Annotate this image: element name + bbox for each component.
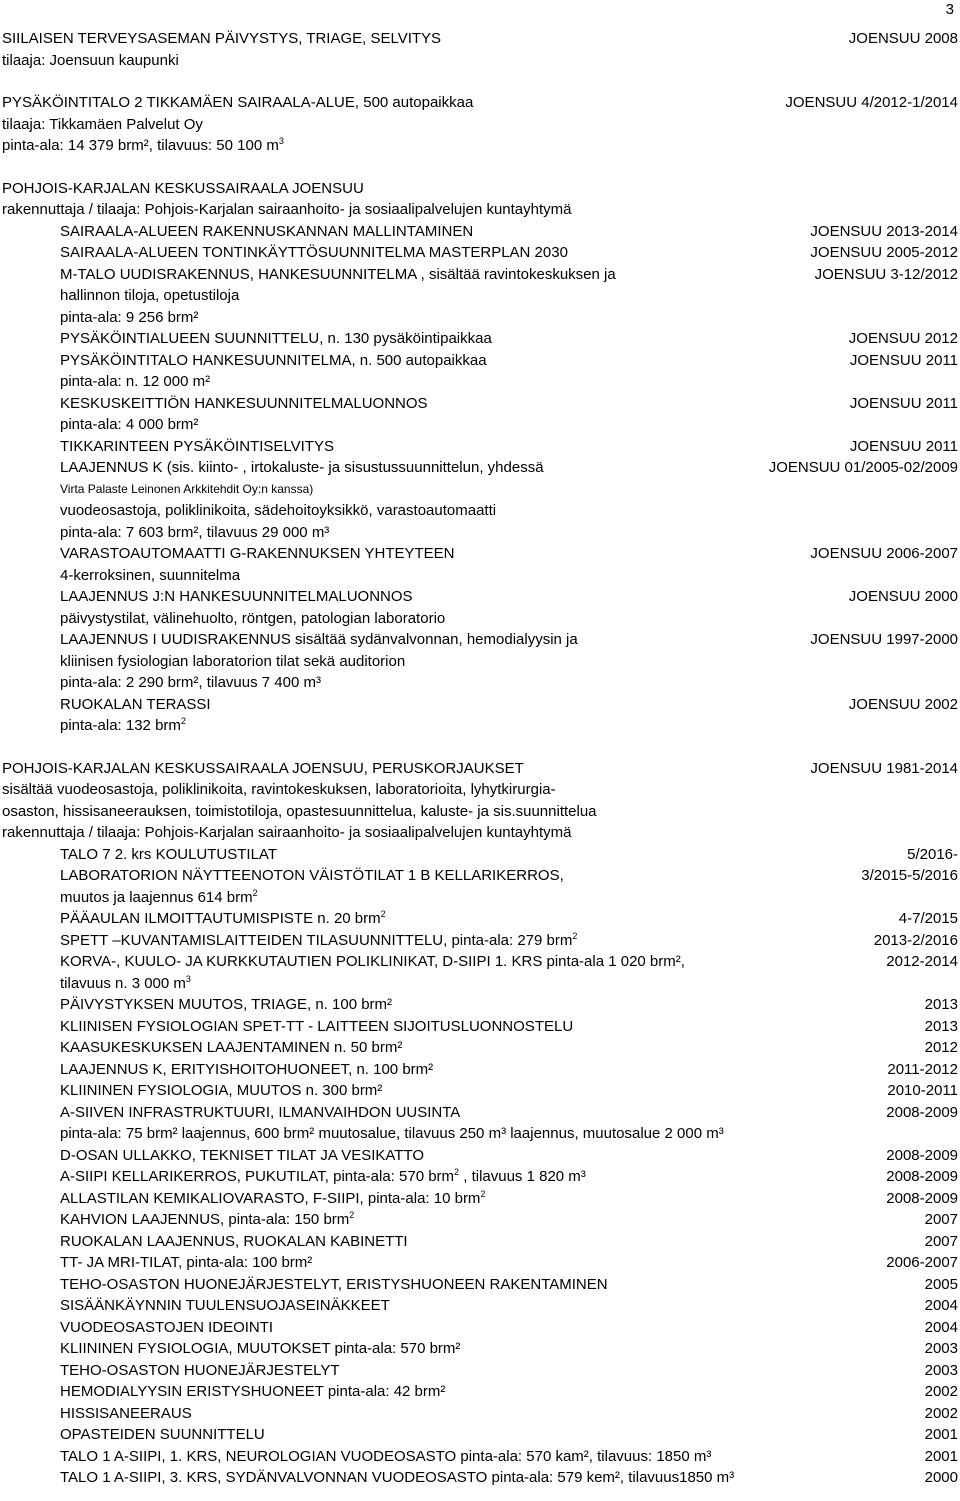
entry-text: KAHVION LAAJENNUS, pinta-ala: 150 brm$^2$ xyxy=(60,1210,355,1228)
entry-text: päivystystilat, välinehuolto, röntgen, patologian laboratorio xyxy=(60,609,446,627)
section-gap xyxy=(2,71,958,92)
entry-location-date: JOENSUU 2011 xyxy=(849,437,958,455)
entry-text: KAASUKESKUKSEN LAAJENTAMINEN n. 50 brm² xyxy=(60,1039,403,1056)
entry-location-date: 2002 xyxy=(924,1383,958,1400)
entry-text: TALO 1 A-SIIPI, 3. KRS, SYDÄNVALVONNAN VUODEOSASTO pinta-ala: 579 kem², tilavuus1850 m³ xyxy=(60,1469,735,1486)
superscript: 2 xyxy=(572,930,578,941)
entry-text: osaston, hissisaneerauksen, toimistotiloja, opastesuunnittelua, kaluste- ja sis.suunnittelua xyxy=(2,802,597,820)
project-entry-row xyxy=(2,565,958,587)
project-entry-row xyxy=(2,242,958,264)
entry-location-date: 2005 xyxy=(924,1275,958,1293)
project-entry-row xyxy=(2,973,958,995)
project-entry-row xyxy=(2,543,958,565)
project-entry-row xyxy=(2,457,958,479)
project-entry-row xyxy=(2,50,958,72)
entry-text: PÄÄAULAN ILMOITTAUTUMISPISTE n. 20 brm$^2$ xyxy=(60,909,386,927)
section-gap xyxy=(2,737,958,758)
project-entry-row xyxy=(2,436,958,458)
project-entry-row xyxy=(2,715,958,737)
project-entry-row xyxy=(2,951,958,973)
entry-text: KLIININEN FYSIOLOGIA, MUUTOKSET pinta-ala: 570 brm² xyxy=(60,1340,461,1357)
superscript: 2 xyxy=(380,909,386,919)
project-entry-row xyxy=(2,994,958,1016)
entry-location-date: JOENSUU 2002 xyxy=(848,695,958,713)
entry-location-date: 2007 xyxy=(924,1211,958,1228)
entry-location-date: JOENSUU 1997-2000 xyxy=(810,631,958,648)
entry-text: LAAJENNUS J:N HANKESUUNNITELMALUONNOS xyxy=(60,588,413,605)
document-body xyxy=(2,28,958,1489)
project-entry-row xyxy=(2,414,958,436)
project-entry-row xyxy=(2,92,958,114)
entry-text: D-OSAN ULLAKKO, TEKNISET TILAT JA VESIKATTO xyxy=(60,1146,425,1164)
entry-location-date: 2012-2014 xyxy=(886,953,958,970)
entry-location-date: 2012 xyxy=(924,1039,958,1056)
project-entry-row xyxy=(2,1252,958,1274)
project-entry-row xyxy=(2,114,958,136)
project-entry-row xyxy=(2,307,958,329)
entry-text: pinta-ala: 132 brm$^2$ xyxy=(60,716,186,734)
entry-location-date: 3/2015-5/2016 xyxy=(861,867,958,884)
entry-text: pinta-ala: 75 brm² laajennus, 600 brm² muutosalue, tilavuus 250 m³ laajennus, muutosalue 2 000 m³ xyxy=(60,1125,724,1142)
project-entry-row xyxy=(2,285,958,307)
entry-text: KLIININEN FYSIOLOGIA, MUUTOS n. 300 brm² xyxy=(60,1082,383,1099)
project-entry-row xyxy=(2,844,958,866)
project-entry-row xyxy=(2,522,958,544)
entry-location-date: JOENSUU 2011 xyxy=(849,394,958,412)
entry-text: Virta Palaste Leinonen Arkkitehdit Oy:n kanssa) xyxy=(60,481,314,496)
project-entry-row xyxy=(2,479,958,501)
entry-text: pinta-ala: n. 12 000 m² xyxy=(60,373,211,390)
entry-location-date: JOENSUU 4/2012-1/2014 xyxy=(785,94,958,111)
superscript: 3 xyxy=(278,136,284,146)
entry-text: POHJOIS-KARJALAN KESKUSSAIRAALA JOENSUU, PERUSKORJAUKSET xyxy=(2,759,524,777)
project-entry-row xyxy=(2,865,958,887)
superscript: 2 xyxy=(480,1188,486,1199)
project-entry-row xyxy=(2,178,958,200)
entry-text: SIILAISEN TERVEYSASEMAN PÄIVYSTYS, TRIAGE, SELVITYS xyxy=(2,30,442,47)
project-entry-row xyxy=(2,1231,958,1253)
entry-text: LABORATORION NÄYTTEENOTON VÄISTÖTILAT 1 B KELLARIKERROS, xyxy=(60,867,564,884)
project-entry-row xyxy=(2,393,958,415)
entry-text: SAIRAALA-ALUEEN TONTINKÄYTTÖSUUNNITELMA MASTERPLAN 2030 xyxy=(60,244,568,261)
entry-text: SPETT –KUVANTAMISLAITTEIDEN TILASUUNNITTELU, pinta-ala: 279 brm$^2$ xyxy=(60,930,578,949)
entry-text: PYSÄKÖINTITALO 2 TIKKAMÄEN SAIRAALA-ALUE, 500 autopaikkaa xyxy=(2,94,474,111)
project-entry-row xyxy=(2,371,958,393)
entry-text: KORVA-, KUULO- JA KURKKUTAUTIEN POLIKLINIKAT, D-SIIPI 1. KRS pinta-ala 1 020 brm², xyxy=(60,953,685,970)
entry-text: LAAJENNUS K (sis. kiinto- , irtokaluste- ja sisustussuunnittelun, yhdessä xyxy=(60,459,544,476)
project-entry-row xyxy=(2,629,958,651)
project-entry-row xyxy=(2,1209,958,1231)
entry-location-date: JOENSUU 2005-2012 xyxy=(810,244,958,261)
project-entry-row xyxy=(2,1403,958,1425)
project-entry-row xyxy=(2,694,958,716)
project-entry-row xyxy=(2,930,958,952)
project-entry-row xyxy=(2,1166,958,1188)
entry-text: vuodeosastoja, poliklinikoita, sädehoitoyksikkö, varastoautomaatti xyxy=(60,502,497,519)
entry-text: VARASTOAUTOMAATTI G-RAKENNUKSEN YHTEYTEEN xyxy=(60,545,455,562)
entry-text: PÄIVYSTYKSEN MUUTOS, TRIAGE, n. 100 brm² xyxy=(60,996,393,1013)
project-entry-row xyxy=(2,1102,958,1124)
entry-text: hallinnon tiloja, opetustiloja xyxy=(60,287,240,304)
entry-text: PYSÄKÖINTITALO HANKESUUNNITELMA, n. 500 autopaikkaa xyxy=(60,351,487,369)
entry-text: pinta-ala: 9 256 brm² xyxy=(60,308,199,326)
entry-text: TALO 1 A-SIIPI, 1. KRS, NEUROLOGIAN VUODEOSASTO pinta-ala: 570 kam², tilavuus: 1850 m³ xyxy=(60,1447,712,1465)
project-entry-row xyxy=(2,1016,958,1038)
entry-location-date: 2011-2012 xyxy=(887,1060,958,1078)
project-entry-row xyxy=(2,672,958,694)
project-entry-row xyxy=(2,887,958,909)
project-entry-row xyxy=(2,1123,958,1145)
entry-text: TT- JA MRI-TILAT, pinta-ala: 100 brm² xyxy=(60,1254,313,1271)
project-entry-row xyxy=(2,1295,958,1317)
entry-text: RUOKALAN TERASSI xyxy=(60,695,211,713)
entry-location-date: 2013 xyxy=(924,1017,958,1035)
entry-text: M-TALO UUDISRAKENNUS, HANKESUUNNITELMA , sisältää ravintokeskuksen ja xyxy=(60,265,616,283)
superscript: 2 xyxy=(454,1167,460,1177)
entry-text: OPASTEIDEN SUUNNITTELU xyxy=(60,1426,265,1443)
entry-location-date: 4-7/2015 xyxy=(898,910,958,927)
project-entry-row xyxy=(2,801,958,823)
project-entry-row xyxy=(2,1145,958,1167)
entry-text: A-SIIVEN INFRASTRUKTUURI, ILMANVAIHDON UUSINTA xyxy=(60,1103,461,1121)
project-entry-row xyxy=(2,1446,958,1468)
project-entry-row xyxy=(2,135,958,157)
entry-text: tilaaja: Tikkamäen Palvelut Oy xyxy=(2,115,203,133)
entry-text: HISSISANEERAUS xyxy=(60,1404,192,1422)
project-entry-row xyxy=(2,1188,958,1210)
entry-text: rakennuttaja / tilaaja: Pohjois-Karjalan sairaanhoito- ja sosiaalipalvelujen kuntayhtymä xyxy=(2,201,572,218)
entry-text: TEHO-OSASTON HUONEJÄRJESTELYT xyxy=(60,1361,340,1379)
entry-location-date: 2008-2009 xyxy=(886,1168,958,1185)
entry-text: TALO 7 2. krs KOULUTUSTILAT xyxy=(60,845,277,863)
entry-location-date: JOENSUU 1981-2014 xyxy=(810,759,958,777)
project-entry-row xyxy=(2,758,958,780)
entry-text: A-SIIPI KELLARIKERROS, PUKUTILAT, pinta-ala: 570 brm$^2$ , tilavuus 1 820 m³ xyxy=(60,1167,586,1185)
entry-text: LAAJENNUS K, ERITYISHOITOHUONEET, n. 100 brm² xyxy=(60,1060,434,1078)
entry-location-date: 2001 xyxy=(924,1426,958,1443)
entry-text: rakennuttaja / tilaaja: Pohjois-Karjalan sairaanhoito- ja sosiaalipalvelujen kuntayhtymä xyxy=(2,824,572,841)
project-entry-row xyxy=(2,651,958,673)
entry-text: RUOKALAN LAAJENNUS, RUOKALAN KABINETTI xyxy=(60,1232,408,1250)
entry-text: muutos ja laajennus 614 brm$^2$ xyxy=(60,887,258,906)
entry-location-date: 2008-2009 xyxy=(886,1146,958,1164)
entry-text: pinta-ala: 4 000 brm² xyxy=(60,416,199,433)
project-entry-row xyxy=(2,779,958,801)
entry-location-date: 2002 xyxy=(924,1404,958,1422)
entry-text: VUODEOSASTOJEN IDEOINTI xyxy=(60,1318,274,1336)
entry-text: sisältää vuodeosastoja, poliklinikoita, ravintokeskuksen, laboratorioita, lyhytkirurgia- xyxy=(2,781,556,798)
project-entry-row xyxy=(2,1080,958,1102)
entry-location-date: 2010-2011 xyxy=(887,1082,958,1099)
page-number: 3 xyxy=(945,1,954,18)
superscript: 3 xyxy=(185,973,191,984)
project-entry-row xyxy=(2,350,958,372)
project-entry-row xyxy=(2,1467,958,1489)
entry-text: kliinisen fysiologian laboratorion tilat sekä auditorion xyxy=(60,652,406,670)
entry-text: 4-kerroksinen, suunnitelma xyxy=(60,566,241,584)
entry-location-date: 2006-2007 xyxy=(886,1254,958,1271)
entry-location-date: JOENSUU 2012 xyxy=(848,330,958,347)
project-entry-row xyxy=(2,586,958,608)
project-entry-row xyxy=(2,1059,958,1081)
entry-text: ALLASTILAN KEMIKALIOVARASTO, F-SIIPI, pinta-ala: 10 brm$^2$ xyxy=(60,1188,486,1207)
project-entry-row xyxy=(2,1037,958,1059)
project-entry-row xyxy=(2,28,958,50)
entry-text: tilaaja: Joensuun kaupunki xyxy=(2,51,179,69)
entry-location-date: JOENSUU 01/2005-02/2009 xyxy=(768,459,958,476)
entry-location-date: 2001 xyxy=(924,1447,958,1465)
entry-text: pinta-ala: 2 290 brm², tilavuus 7 400 m³ xyxy=(60,674,321,691)
superscript: 2 xyxy=(252,887,258,898)
project-entry-row xyxy=(2,1338,958,1360)
entry-location-date: 2004 xyxy=(924,1318,958,1336)
project-entry-row xyxy=(2,908,958,930)
entry-location-date: 2003 xyxy=(924,1340,958,1357)
project-entry-row xyxy=(2,608,958,630)
entry-location-date: 2000 xyxy=(924,1469,958,1486)
entry-location-date: JOENSUU 3-12/2012 xyxy=(814,265,958,283)
entry-location-date: JOENSUU 2008 xyxy=(848,30,958,47)
entry-text: tilavuus n. 3 000 $m^3$ xyxy=(60,973,191,992)
entry-location-date: JOENSUU 2011 xyxy=(849,351,958,369)
superscript: 2 xyxy=(180,716,186,726)
entry-location-date: 5/2016- xyxy=(907,845,958,863)
entry-text: HEMODIALYYSIN ERISTYSHUONEET pinta-ala: 42 brm² xyxy=(60,1383,446,1400)
project-entry-row xyxy=(2,1317,958,1339)
project-entry-row xyxy=(2,1381,958,1403)
entry-text: KLIINISEN FYSIOLOGIAN SPET-TT - LAITTEEN SIJOITUSLUONNOSTELU xyxy=(60,1017,574,1035)
project-entry-row xyxy=(2,1424,958,1446)
entry-location-date: 2013-2/2016 xyxy=(873,931,958,949)
entry-text: PYSÄKÖINTIALUEEN SUUNNITTELU, n. 130 pysäköintipaikkaa xyxy=(60,330,492,347)
project-entry-row xyxy=(2,1274,958,1296)
entry-location-date: JOENSUU 2006-2007 xyxy=(810,545,958,562)
entry-location-date: 2013 xyxy=(924,996,958,1013)
entry-location-date: 2008-2009 xyxy=(886,1103,958,1121)
entry-location-date: JOENSUU 2000 xyxy=(848,588,958,605)
entry-location-date: 2007 xyxy=(924,1232,958,1250)
entry-text: SISÄÄNKÄYNNIN TUULENSUOJASEINÄKKEET xyxy=(60,1297,390,1314)
project-entry-row xyxy=(2,264,958,286)
entry-location-date: 2004 xyxy=(924,1297,958,1314)
project-entry-row xyxy=(2,199,958,221)
entry-location-date: 2008-2009 xyxy=(886,1189,958,1207)
entry-text: TIKKARINTEEN PYSÄKÖINTISELVITYS xyxy=(60,437,334,455)
entry-text: KESKUSKEITTIÖN HANKESUUNNITELMALUONNOS xyxy=(60,394,428,412)
project-entry-row xyxy=(2,500,958,522)
entry-text: pinta-ala: 7 603 brm², tilavuus 29 000 m³ xyxy=(60,523,330,541)
entry-text: LAAJENNUS I UUDISRAKENNUS sisältää sydänvalvonnan, hemodialyysin ja xyxy=(60,631,578,648)
entry-text: pinta-ala: 14 379 brm², tilavuus: 50 100 $m^3$ xyxy=(2,136,284,154)
entry-location-date: JOENSUU 2013-2014 xyxy=(810,222,958,240)
superscript: 2 xyxy=(349,1210,355,1220)
entry-text: SAIRAALA-ALUEEN RAKENNUSKANNAN MALLINTAMINEN xyxy=(60,222,474,240)
entry-text: TEHO-OSASTON HUONEJÄRJESTELYT, ERISTYSHUONEEN RAKENTAMINEN xyxy=(60,1275,608,1293)
project-entry-row xyxy=(2,328,958,350)
entry-text: POHJOIS-KARJALAN KESKUSSAIRAALA JOENSUU xyxy=(2,179,364,197)
project-entry-row xyxy=(2,822,958,844)
project-entry-row xyxy=(2,1360,958,1382)
section-gap xyxy=(2,157,958,178)
entry-location-date: 2003 xyxy=(924,1361,958,1379)
project-entry-row xyxy=(2,221,958,243)
